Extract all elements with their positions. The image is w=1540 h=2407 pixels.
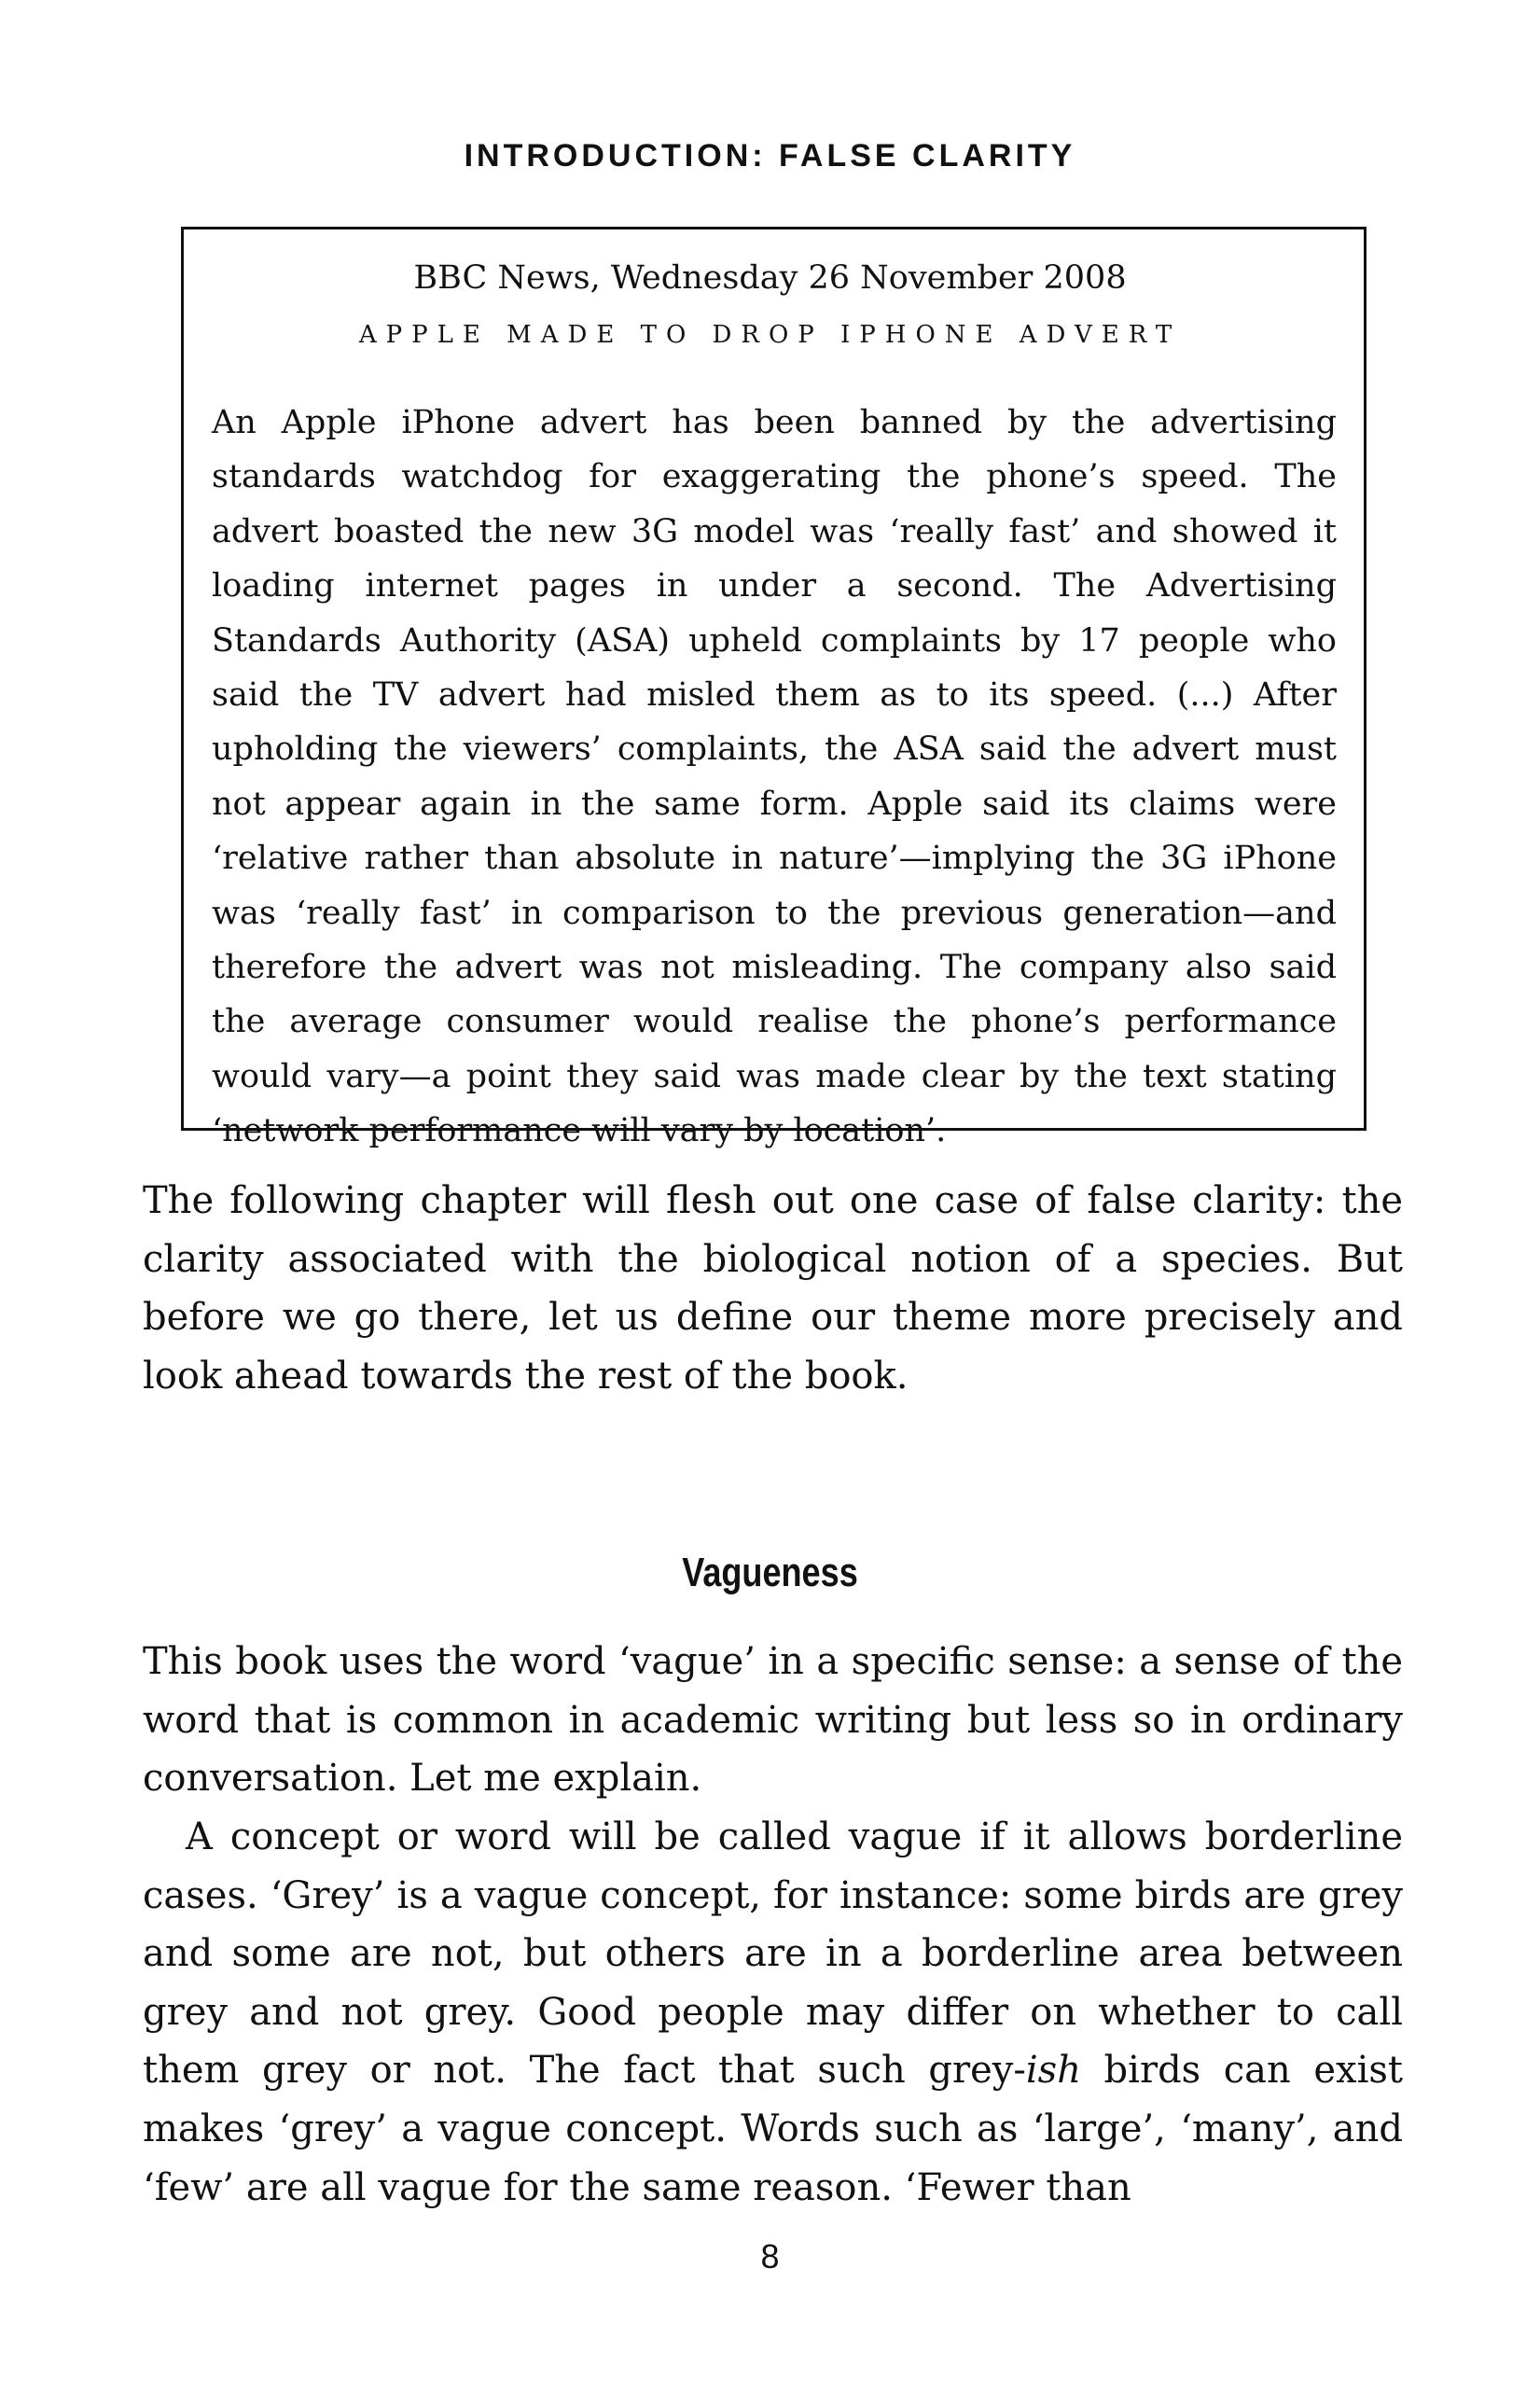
quote-headline: APPLE MADE TO DROP IPHONE ADVERT — [358, 321, 1182, 349]
italic-suffix: ish — [1025, 2049, 1081, 2093]
section-paragraph — [143, 1808, 1403, 2217]
paragraph-text: birds can exist makes ‘grey’ a vague concept. Words such as ‘large’, ‘many’, and ‘few’ are all vague for the same reason. ‘Fewer than — [143, 2049, 1403, 2209]
body-paragraph: The following chapter will flesh out one case of false clarity: the clarity associated with the biological notion of a species. But before we go there, let us define our theme more precisely and look ahead towards the rest of the book. — [143, 1179, 1403, 1398]
quote-source: BBC News, Wednesday 26 November 2008 — [413, 259, 1127, 297]
quote-text: An Apple iPhone advert has been banned by the advertising standards watchdog for exaggerating the phone’s speed. The advert boasted the new 3G model was ‘really fast’ and showed it loading internet pages in under a second. The Advertising Standards Authority (ASA) upheld complaints by 17 people who said the TV advert had misled them as to its speed. (...) After upholding the viewers’ complaints, the ASA said the advert must not appear again in the same form. Apple said its claims were ‘relative rather than absolute in nature’—implying the 3G iPhone was ‘really fast’ in comparison to the previous generation—and therefore the advert was not misleading. The company also said the average consumer would realise the phone’s performance would vary—a point they said was made clear by the text stating ‘network performance will vary by location’. — [212, 404, 1337, 1150]
running-head: INTRODUCTION: FALSE CLARITY — [464, 138, 1076, 174]
page-number: 8 — [760, 2237, 780, 2275]
section-paragraph: This book uses the word ‘vague’ in a specific sense: a sense of the word that is common in academic writing but less so in ordinary conversation. Let me explain. — [143, 1640, 1403, 1801]
section-heading: Vagueness — [682, 1549, 858, 1595]
paragraph-text: A concept or word will be called vague if it allows borderline cases. ‘Grey’ is a vague concept, for instance: some birds are grey and some are not, but others are in a borderline area between grey and not grey. Good people may differ on whether to call them grey or not. The fact that such grey- — [143, 1816, 1403, 2093]
